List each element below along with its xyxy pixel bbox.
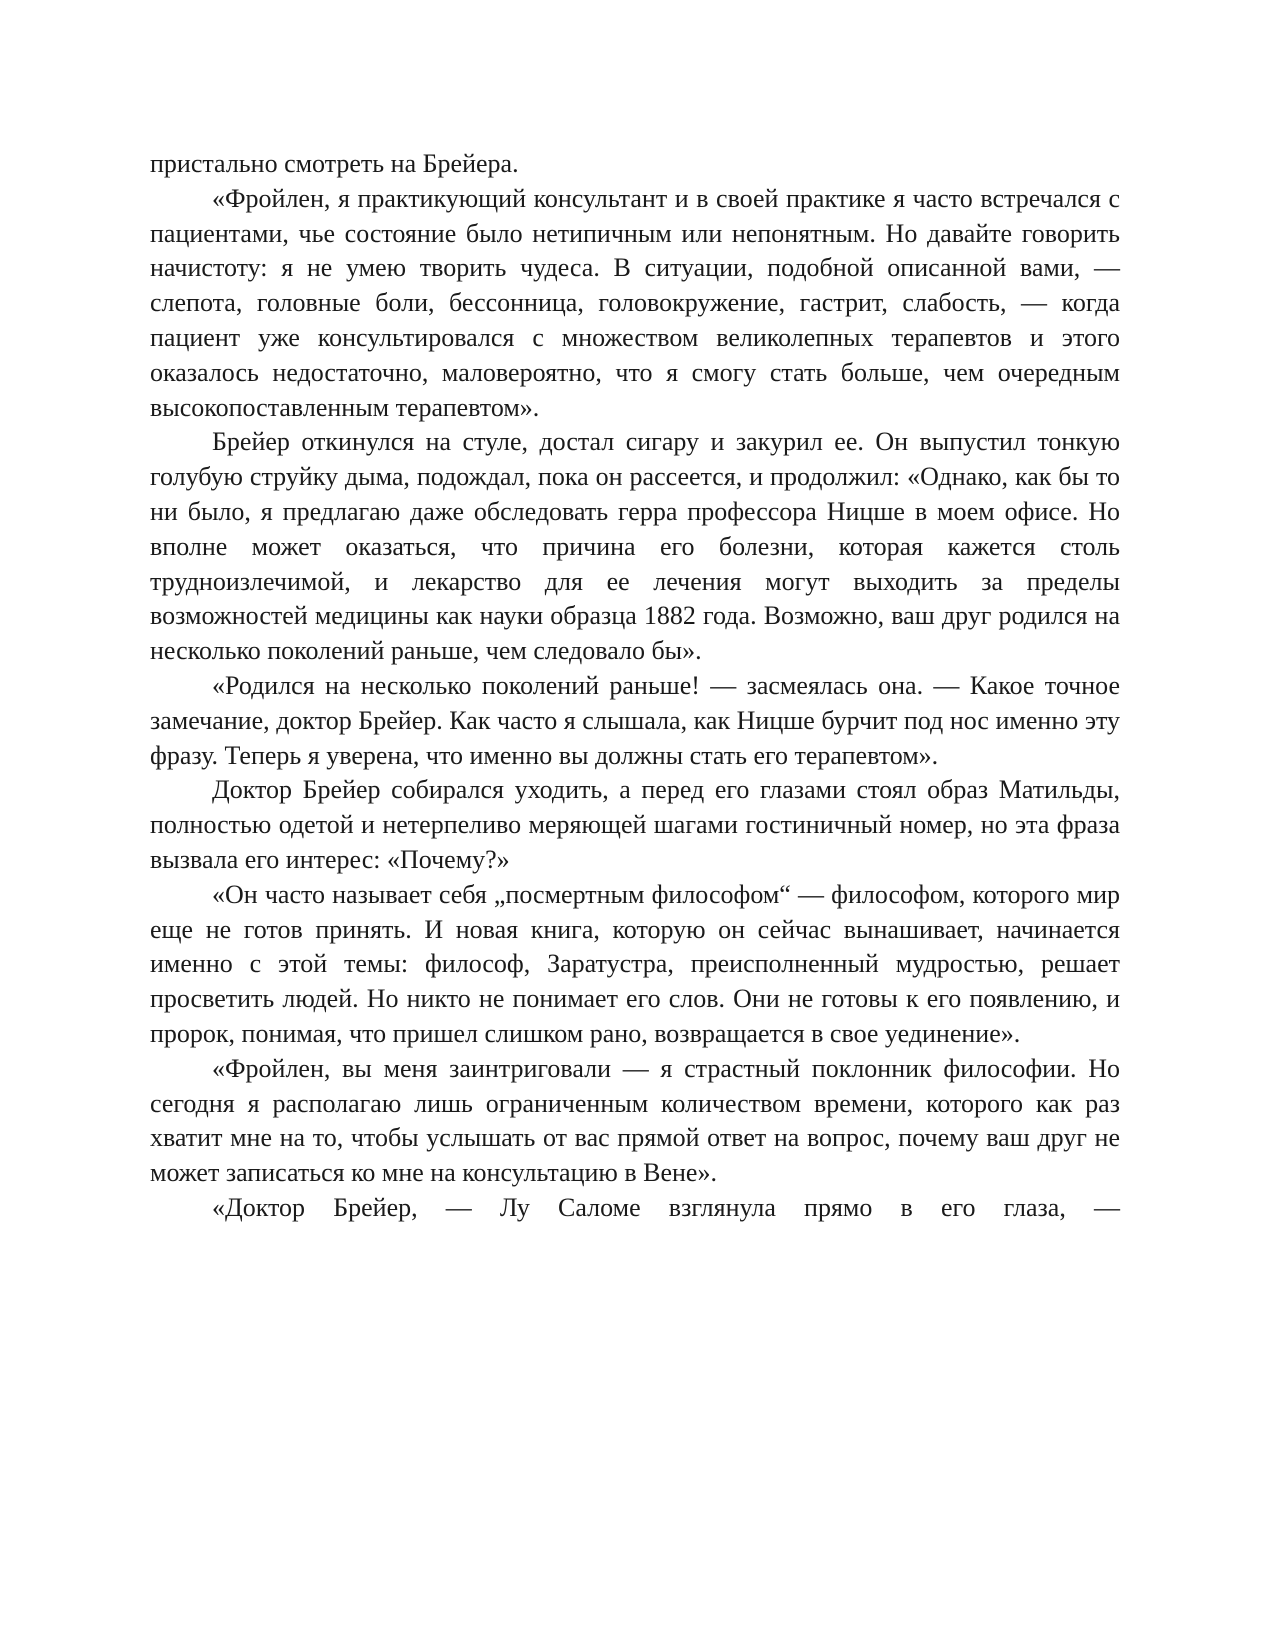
paragraph-3: Брейер откинулся на стуле, достал сигару и закурил ее. Он выпустил тонкую голубую струйку дыма, подождал, пока он рассеется, и продолжил: «Однако, как бы то ни было, я предлагаю даже обследовать герра профессора Ницше в моем офисе. Но вполне может оказаться, что причина его болезни, которая кажется столь трудноизлечимой, и лекарство для ее лечения могут выходить за пределы возможностей медицины как науки образца 1882 года. Возможно, ваш друг родился на несколько поколений раньше, чем следовало бы».	[150, 427, 1120, 666]
paragraph-2: «Фройлен, я практикующий консультант и в своей практике я часто встречался с пациентами, чье состояние было нетипичным или непонятным. Но давайте говорить начистоту: я не умею творить чудеса. В ситуации, подобной описанной вами, — слепота, головные боли, бессонница, головокружение, гастрит, слабость, — когда пациент уже консультировался с множеством великолепных терапевтов и этого оказалось недостаточно, маловероятно, что я смогу стать больше, чем очередным высокопоставленным терапевтом».	[150, 183, 1120, 422]
paragraph-7: «Фройлен, вы меня заинтриговали — я страстный поклонник философии. Но сегодня я располагаю лишь ограниченным количеством времени, которого как раз хватит мне на то, чтобы услышать от вас прямой ответ на вопрос, почему ваш друг не может записаться ко мне на консультацию в Вене».	[150, 1053, 1120, 1188]
paragraph-4: «Родился на несколько поколений раньше! — засмеялась она. — Какое точное замечание, доктор Брейер. Как часто я слышала, как Ницше бурчит под нос именно эту фразу. Теперь я уверена, что именно вы должны стать его терапевтом».	[150, 670, 1120, 770]
paragraph-5: Доктор Брейер собирался уходить, а перед его глазами стоял образ Матильды, полностью одетой и нетерпеливо меряющей шагами гостиничный номер, но эта фраза вызвала его интерес: «Почему?»	[150, 775, 1120, 874]
document-page	[150, 147, 1120, 1226]
paragraph-8: «Доктор Брейер, — Лу Саломе взглянула прямо в его глаза, —	[212, 1192, 1120, 1222]
paragraph-6: «Он часто называет себя „посмертным философом“ — философом, которого мир еще не готов принять. И новая книга, которую он сейчас вынашивает, начинается именно с этой темы: философ, Заратустра, преисполненный мудростью, решает просветить людей. Но никто не понимает его слов. Они не готовы к его появлению, и пророк, понимая, что пришел слишком рано, возвращается в свое уединение».	[150, 879, 1120, 1048]
paragraph-1: пристально смотреть на Брейера.	[150, 149, 519, 178]
